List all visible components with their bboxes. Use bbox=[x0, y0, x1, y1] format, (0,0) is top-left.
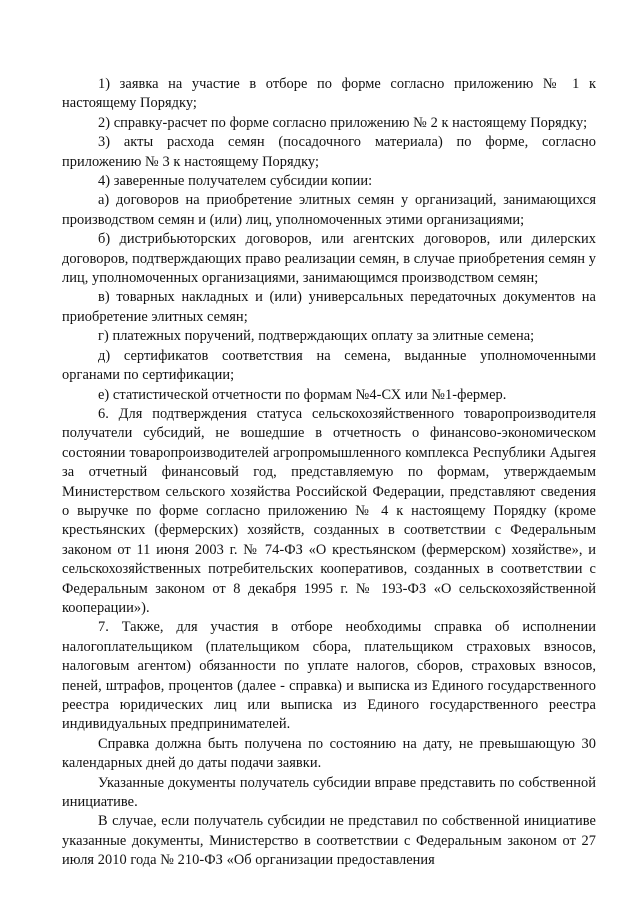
subitem-g-payment-orders: г) платежных поручений, подтверждающих оплату за элитные семена; bbox=[98, 328, 535, 345]
item-3-seed-consumption-acts: 3) акты расхода семян (посадочного материала) по форме, согласно приложению № 3 к настоящему Порядку; bbox=[62, 134, 596, 170]
subitem-a-contracts: а) договоров на приобретение элитных семян у организаций, занимающихся производством семян и (или) лиц, уполномоченных этими организациями; bbox=[62, 192, 596, 228]
item-2-calculation-certificate: 2) справку-расчет по форме согласно приложению № 2 к настоящему Порядку; bbox=[98, 114, 588, 131]
subitem-b-distribution-contracts: б) дистрибьюторских договоров, или агентских договоров, или дилерских договоров, подтверждающих право реализации семян, в случае приобретения семян у лиц, уполномоченных организациями, занимающимся производством семян; bbox=[62, 231, 596, 287]
own-initiative-paragraph: Указанные документы получатель субсидии вправе представить по собственной инициативе. bbox=[62, 774, 596, 811]
subitem-d-certificates: д) сертификатов соответствия на семена, выданные уполномоченными органами по сертификации; bbox=[62, 347, 596, 384]
item-4-certified-copies: 4) заверенные получателем субсидии копии: bbox=[98, 173, 373, 190]
section-6-producer-status: 6. Для подтверждения статуса сельскохозяйственного товаропроизводителя получатели субсидий, не вошедшие в отчетность о финансово-экономическом состоянии товаропроизводителей агропромышленного комплекса Республики Адыгея за отчетный финансовый год, представляемую по формам, утверждаемым Министерством сельского хозяйства Российской Федерации, представляют сведения о выручке по форме согласно приложению № 4 к настоящему Порядку (кроме крестьянских (фермерских) хозяйств, созданных в соответствии с Федеральным законом от 11 июня 2003 г. № 74-ФЗ «О крестьянском (фермерском) хозяйстве», и сельскохозяйственных потребительских кооперативов, созданных в соответствии с Федеральным законом от 8 декабря 1995 г. № 193-ФЗ «О сельскохозяйственной кооперации»). bbox=[62, 405, 596, 616]
section-7-tax-certificate: 7. Также, для участия в отборе необходимы справка об исполнении налогоплательщиком (плательщиком сбора, плательщиком страховых взносов, налоговым агентом) обязанности по уплате налогов, сборов, страховых взносов, пеней, штрафов, процентов (далее - справка) и выписка из Единого государственного реестра юридических лиц или выписка из Единого государственного реестра индивидуальных предпринимателей. bbox=[62, 619, 596, 733]
ministry-request-paragraph: В случае, если получатель субсидии не представил по собственной инициативе указанные документы, Министерство в соответствии с Федеральным законом от 27 июля 2010 года № 210-ФЗ «Об организации предоставления bbox=[62, 813, 596, 869]
certificate-validity-paragraph: Справка должна быть получена по состоянию на дату, не превышающую 30 календарных дней до даты подачи заявки. bbox=[62, 735, 596, 772]
subitem-e-statistical-reports: е) статистической отчетности по формам №4-СХ или №1-фермер. bbox=[98, 386, 507, 403]
item-1-application: 1) заявка на участие в отборе по форме согласно приложению № 1 к настоящему Порядку; bbox=[62, 76, 596, 112]
subitem-v-invoices: в) товарных накладных и (или) универсальных передаточных документов на приобретение элитных семян; bbox=[62, 289, 596, 325]
